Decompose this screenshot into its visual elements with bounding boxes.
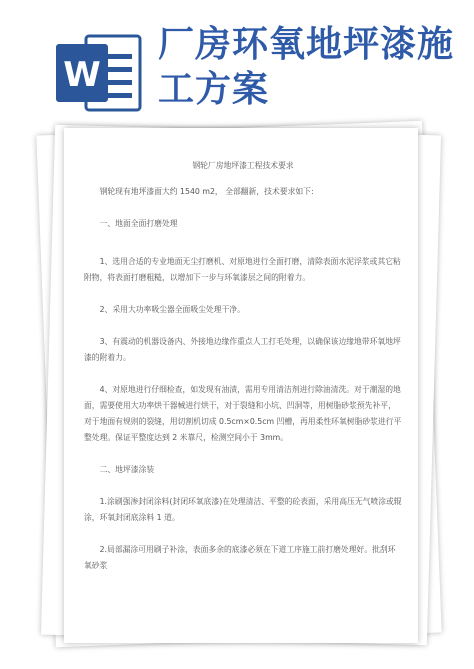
document-body	[84, 158, 402, 574]
paragraph-4: 4、对原地进行仔细检查，如发现有油渍，需用专用清洁剂进行除油清洗。对于潮湿的地面，需要使用大功率烘干器械进行烘干，对于裂缝和小坑、凹洞等，用树脂砂浆预先补平，对于地面有规则的裂缝，用切割机切成 0.5cm×0.5cm 凹槽，再用柔性环氧树脂砂浆进行平整处理。保证平整度达到 2 米靠尺，检测空间小于 3mm。	[84, 385, 402, 442]
section-heading-2: 二、地坪漆涂装	[99, 465, 155, 474]
section-heading-1: 一、地面全面打磨处理	[99, 219, 178, 228]
paragraph-5: 1.涂刷强渗封闭涂料(封闭环氧底漆)在处理清洁、平整的砼表面，采用高压无气喷涂或辊涂，环氧封闭底涂料 1 道。	[84, 497, 402, 522]
word-logo-letter: W	[63, 55, 101, 95]
paragraph-3: 3、有震动的机器设备内、外接地边缘作重点人工打毛处理，以确保该边缘地带环氧地坪漆的附着力。	[84, 337, 401, 362]
paragraph-2: 2、采用大功率吸尘器全面吸尘处理干净。	[99, 305, 245, 314]
intro-paragraph: 钢轮现有地坪漆面大约 1540 m2， 全部翻新，技术要求如下:	[99, 187, 314, 196]
paragraph-1: 1、选用合适的专业地面无尘打磨机、对原地进行全面打磨，清除表面水泥浮浆或其它粘附物，将表面打磨粗糙，以增加下一步与环氧漆层之间的附着力。	[84, 257, 401, 282]
word-document-icon	[56, 34, 142, 112]
document-heading: 钢轮厂房地坪漆工程技术要求	[192, 161, 294, 170]
paragraph-6: 2.局部漏涂可用刷子补涂，表面多余的底漆必须在下道工序施工前打磨处理好。批刮环氧砂浆	[84, 545, 396, 570]
document-title: 厂房环氧地坪漆施工方案	[158, 24, 455, 110]
